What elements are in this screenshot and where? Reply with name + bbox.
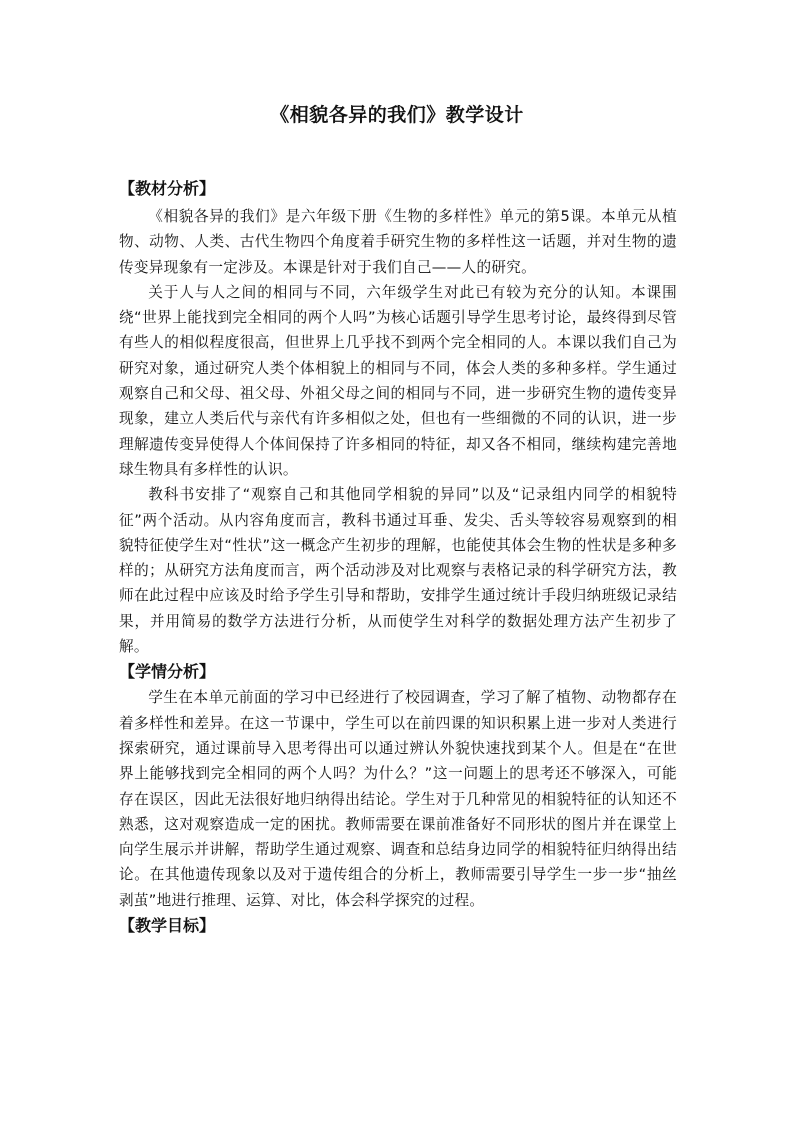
paragraph: 关于人与人之间的相同与不同，六年级学生对此已有较为充分的认知。本课围绕“世界上能找到完全相同的两个人吗”为核心话题引导学生思考讨论，最终得到尽管有些人的相似程度很高，但世界上几乎找不到两个完全相同的人。本课以我们自己为研究对象，通过研究人类个体相貌上的相同与不同，体会人类的多种多样。学生通过观察自己和父母、祖父母、外祖父母之间的相同与不同，进一步研究生物的遗传变异现象，建立人类后代与亲代有许多相似之处，但也有一些细微的不同的认识，进一步理解遗传变异使得人个体间保持了许多相同的特征，却又各不相同，继续构建完善地球生物具有多样性的认识。 bbox=[119, 283, 677, 478]
paragraph: 《相貌各异的我们》是六年级下册《生物的多样性》单元的第5课。本单元从植物、动物、人类、古代生物四个角度着手研究生物的多样性这一话题，并对生物的遗传变异现象有一定涉及。本课是针对于我们自己——人的研究。 bbox=[119, 208, 677, 276]
document-body bbox=[119, 176, 677, 939]
document-title: 《相貌各异的我们》教学设计 bbox=[270, 104, 524, 126]
section-heading-student-analysis: 【学情分析】 bbox=[119, 662, 216, 682]
section-heading-teaching-objectives: 【教学目标】 bbox=[119, 916, 216, 936]
section-heading-textbook-analysis: 【教材分析】 bbox=[119, 179, 216, 198]
paragraph: 教科书安排了“观察自己和其他同学相貌的异同”以及“记录组内同学的相貌特征”两个活动。从内容角度而言，教科书通过耳垂、发尖、舌头等较容易观察到的相貌特征使学生对“性状”这一概念产生初步的理解，也能使其体会生物的性状是多种多样的；从研究方法角度而言，两个活动涉及对比观察与表格记录的科学研究方法，教师在此过程中应该及时给予学生引导和帮助，安排学生通过统计手段归纳班级记录结果，并用简易的数学方法进行分析，从而使学生对科学的数据处理方法产生初步了解。 bbox=[119, 486, 677, 656]
paragraph: 学生在本单元前面的学习中已经进行了校园调查，学习了解了植物、动物都存在着多样性和差异。在这一节课中，学生可以在前四课的知识积累上进一步对人类进行探索研究，通过课前导入思考得出可以通过辨认外貌快速找到某个人。但是在“在世界上能够找到完全相同的两个人吗？为什么？”这一问题上的思考还不够深入，可能存在误区，因此无法很好地归纳得出结论。学生对于几种常见的相貌特征的认知还不熟悉，这对观察造成一定的困扰。教师需要在课前准备好不同形状的图片并在课堂上向学生展示并讲解，帮助学生通过观察、调查和总结身边同学的相貌特征归纳得出结论。在其他遗传现象以及对于遗传组合的分析上，教师需要引导学生一步一步“抽丝剥茧”地进行推理、运算、对比，体会科学探究的过程。 bbox=[119, 689, 677, 909]
